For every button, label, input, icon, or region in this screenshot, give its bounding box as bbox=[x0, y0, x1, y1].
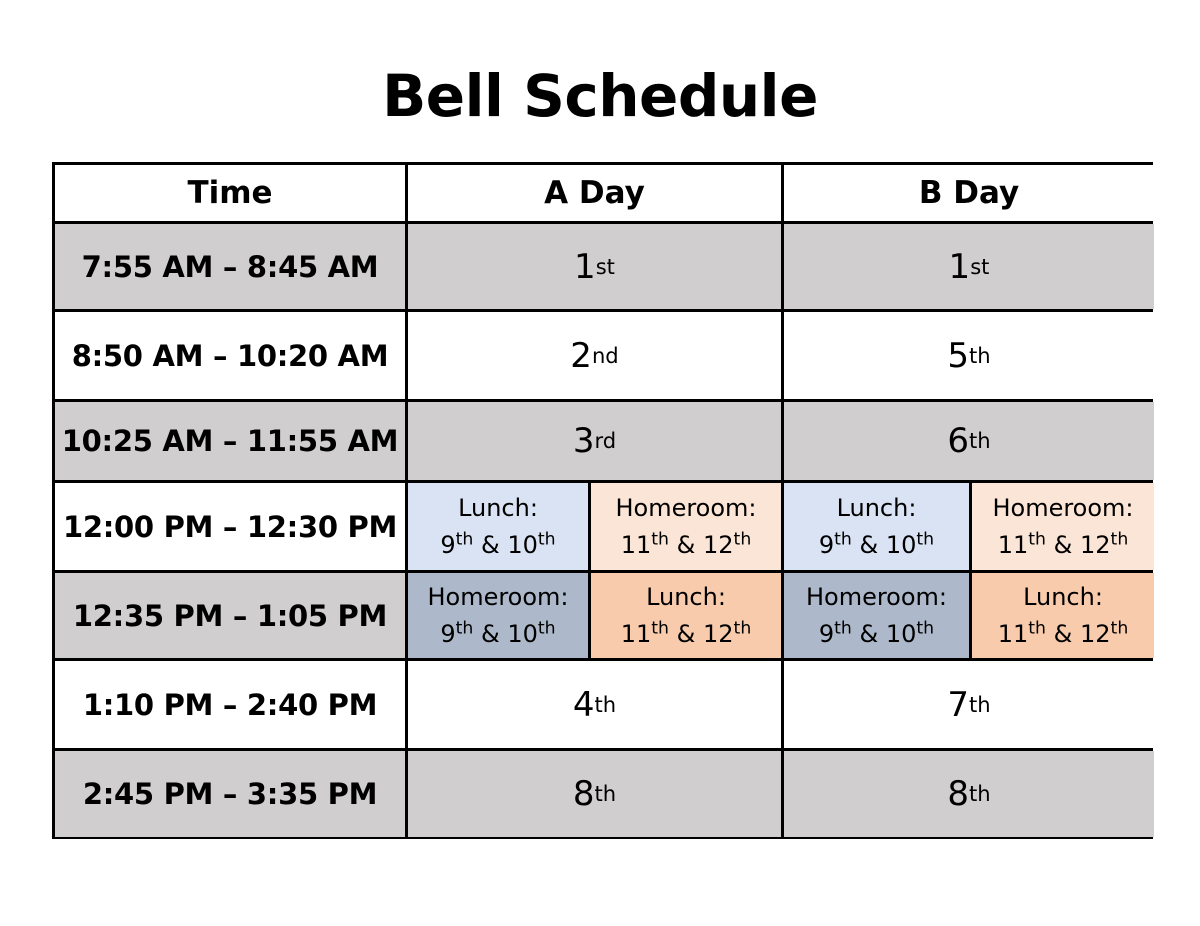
homeroom-11-12-cell bbox=[972, 483, 1154, 570]
period-number: 3 bbox=[572, 421, 595, 461]
period-number: 1 bbox=[948, 246, 971, 287]
period-number: 6 bbox=[947, 421, 969, 461]
split-label: Lunch: bbox=[1023, 582, 1103, 611]
time-cell: 1:10 PM – 2:40 PM bbox=[55, 661, 405, 748]
period-number: 2 bbox=[570, 335, 592, 376]
period-number: 8 bbox=[947, 774, 969, 814]
period-cell-b: 5 th bbox=[784, 312, 1154, 399]
period-number: 5 bbox=[947, 335, 969, 376]
lunch-11-12-cell bbox=[591, 573, 781, 658]
page-title: Bell Schedule bbox=[382, 62, 818, 130]
split-label: Lunch: bbox=[836, 493, 917, 522]
split-grades: 11th & 12th bbox=[997, 617, 1129, 648]
split-grades: 9th & 10th bbox=[440, 617, 556, 648]
split-grades: 11th & 12th bbox=[620, 528, 752, 559]
lunch-11-12-cell bbox=[972, 573, 1154, 658]
period-cell-a: 8 th bbox=[408, 751, 781, 837]
period-cell-a: 2 nd bbox=[408, 312, 781, 399]
time-cell: 10:25 AM – 11:55 AM bbox=[55, 402, 405, 480]
period-cell-b: 6 th bbox=[784, 402, 1154, 480]
header-b-day: B Day bbox=[784, 165, 1154, 221]
homeroom-11-12-cell bbox=[591, 483, 781, 570]
time-cell: 12:35 PM – 1:05 PM bbox=[55, 573, 405, 658]
period-number: 8 bbox=[572, 774, 595, 814]
time-cell: 8:50 AM – 10:20 AM bbox=[55, 312, 405, 399]
split-label: Homeroom: bbox=[615, 493, 757, 522]
header-a-day: A Day bbox=[408, 165, 781, 221]
split-label: Homeroom: bbox=[427, 582, 569, 611]
lunch-9-10-cell bbox=[408, 483, 588, 570]
split-label: Homeroom: bbox=[805, 582, 948, 611]
time-cell: 2:45 PM – 3:35 PM bbox=[55, 751, 405, 837]
split-grades: 9th & 10th bbox=[818, 528, 935, 559]
split-label: Lunch: bbox=[458, 493, 538, 522]
homeroom-9-10-cell bbox=[784, 573, 969, 658]
time-cell: 12:00 PM – 12:30 PM bbox=[55, 483, 405, 570]
lunch-9-10-cell bbox=[784, 483, 969, 570]
period-number: 4 bbox=[572, 684, 595, 725]
period-cell-a: 1 st bbox=[408, 224, 781, 309]
split-grades: 9th & 10th bbox=[818, 617, 935, 648]
split-label: Lunch: bbox=[646, 582, 726, 611]
time-cell: 7:55 AM – 8:45 AM bbox=[55, 224, 405, 309]
period-cell-b: 1 st bbox=[784, 224, 1154, 309]
split-label: Homeroom: bbox=[992, 493, 1134, 522]
period-cell-a: 3 rd bbox=[408, 402, 781, 480]
period-cell-b: 7 th bbox=[784, 661, 1154, 748]
split-grades: 11th & 12th bbox=[997, 528, 1129, 559]
split-grades: 9th & 10th bbox=[440, 528, 556, 559]
period-number: 7 bbox=[947, 684, 969, 725]
split-grades: 11th & 12th bbox=[620, 617, 752, 648]
period-cell-a: 4 th bbox=[408, 661, 781, 748]
bell-schedule-table bbox=[52, 162, 1153, 839]
period-cell-b: 8 th bbox=[784, 751, 1154, 837]
homeroom-9-10-cell bbox=[408, 573, 588, 658]
period-number: 1 bbox=[574, 246, 596, 287]
header-time: Time bbox=[55, 165, 405, 221]
